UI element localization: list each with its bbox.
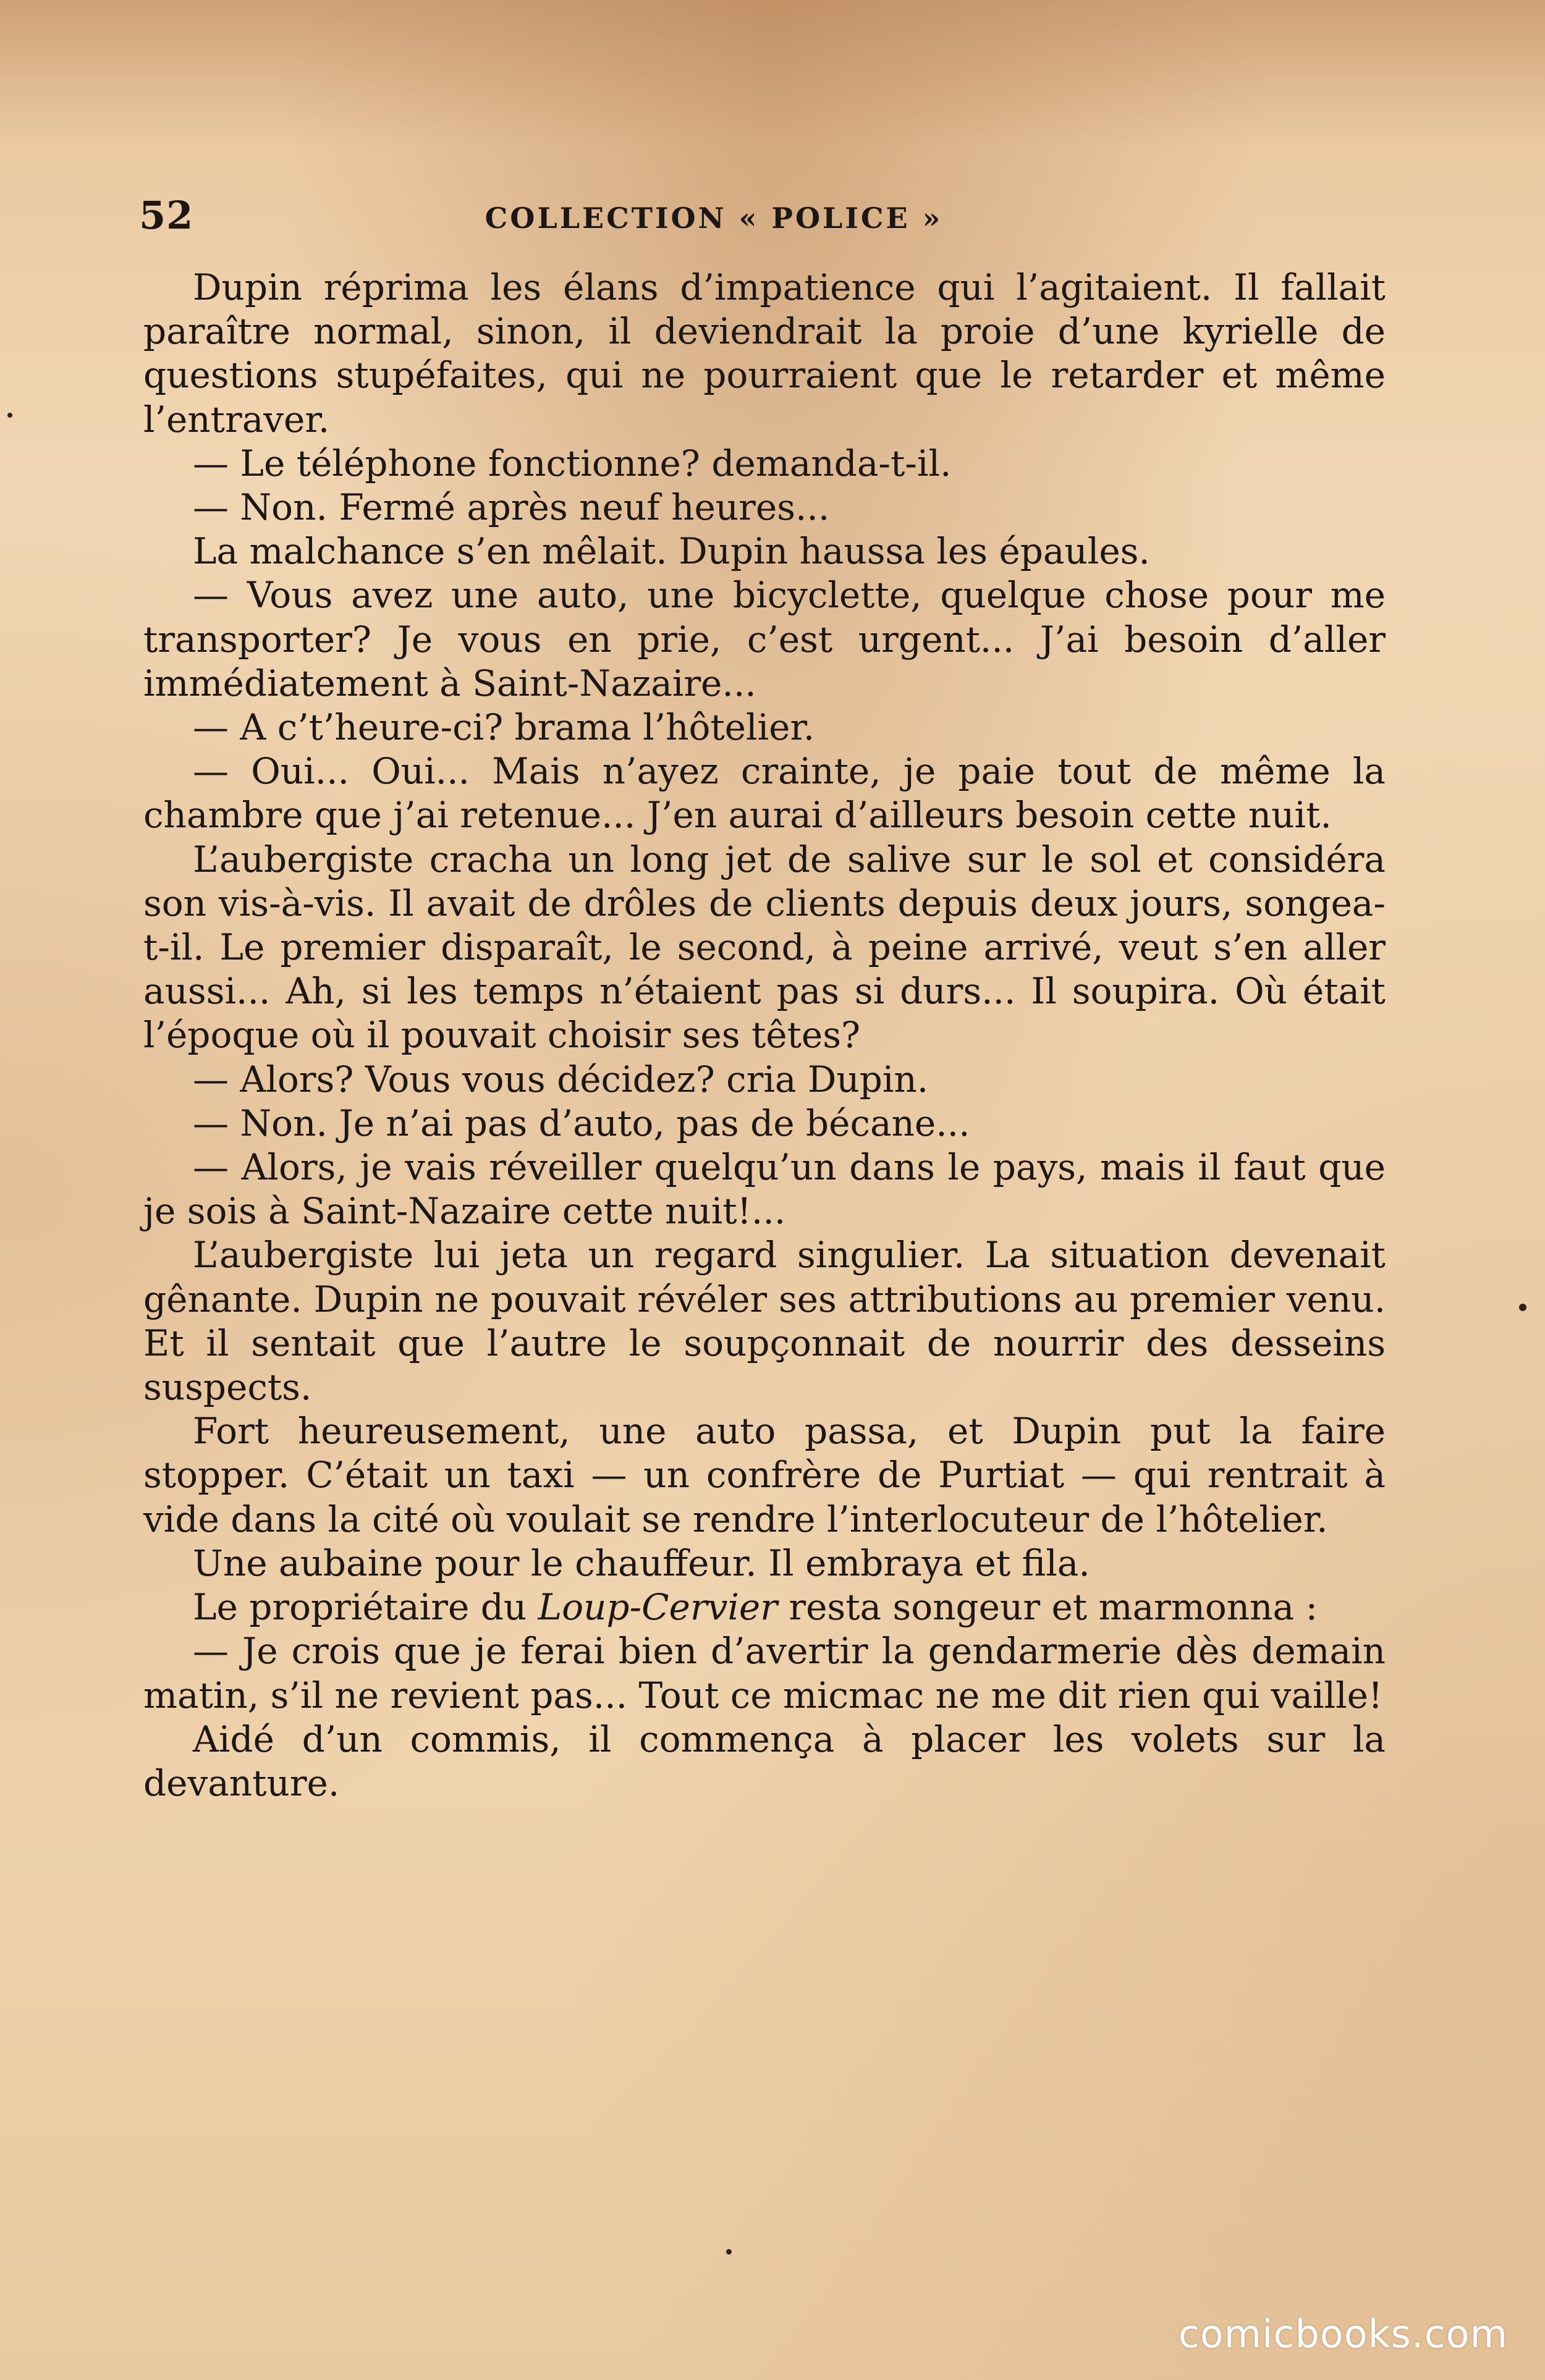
paragraph: Une aubaine pour le chauffeur. Il embraya et fila. [193,1542,1090,1584]
page-stain [0,0,1545,148]
inn-name: Loup-Cervier [538,1586,777,1629]
paragraph: — Oui... Oui... Mais n’ayez crainte, je paie tout de même la chambre que j’ai retenue... J’en aurai d’ailleurs besoin cette nuit. [143,750,1386,837]
paragraph: La malchance s’en mêlait. Dupin haussa les épaules. [193,530,1150,573]
paragraph: — Alors? Vous vous décidez? cria Dupin. [193,1058,929,1100]
ink-speck [7,413,12,418]
page-header [139,193,1387,248]
paragraph: — Vous avez une auto, une bicyclette, quelque chose pour me transporter? Je vous en prie, c’est urgent... J’ai besoin d’aller immédiatement à Saint-Nazaire... [143,574,1386,704]
paragraph: L’aubergiste lui jeta un regard singulier. La situation devenait gênante. Dupin ne pouvait révéler ses attributions au premier venu. Et il sentait que l’autre le soupçonnait de nourrir des desseins suspects. [143,1234,1386,1409]
body-text [143,266,1386,1805]
paragraph: L’aubergiste cracha un long jet de salive sur le sol et considéra son vis-à-vis. Il avait de drôles de clients depuis deux jours, songea-t-il. Le premier disparaît, le second, à peine arrivé, veut s’en aller aussi... Ah, si les temps n’étaient pas si durs... Il soupira. Où était l’époque où il pouvait choisir ses têtes? [143,838,1386,1057]
paragraph-text: Le propriétaire du [193,1586,538,1629]
paragraph: — A c’t’heure-ci? brama l’hôtelier. [193,706,815,749]
ink-speck [1519,1304,1526,1311]
paragraph-text: resta songeur et marmonna : [777,1586,1318,1629]
paragraph-with-title [143,1585,1386,1629]
watermark-logo: comicbooks.com [1178,2311,1508,2357]
paragraph: — Non. Je n’ai pas d’auto, pas de bécane... [193,1102,970,1144]
paragraph: Dupin réprima les élans d’impatience qui l’agitaient. Il fallait paraître normal, sinon, il deviendrait la proie d’une kyrielle de questions stupéfaites, qui ne pourraient que le retarder et même l’entraver. [143,266,1386,441]
paragraph: Aidé d’un commis, il commença à placer les volets sur la devanture. [143,1718,1386,1804]
paragraph: — Non. Fermé après neuf heures... [193,486,830,529]
paragraph: — Je crois que je ferai bien d’avertir la gendarmerie dès demain matin, s’il ne revient pas... Tout ce micmac ne me dit rien qui vaille! [143,1630,1386,1716]
page-number: 52 [139,193,194,238]
running-head: COLLECTION « POLICE » [485,201,943,235]
paragraph: — Le téléphone fonctionne? demanda-t-il. [193,442,952,484]
paragraph: — Alors, je vais réveiller quelqu’un dans le pays, mais il faut que je sois à Saint-Nazaire cette nuit!... [143,1146,1386,1233]
ink-speck [726,2249,732,2255]
paragraph: Fort heureusement, une auto passa, et Dupin put la faire stopper. C’était un taxi — un confrère de Purtiat — qui rentrait à vide dans la cité où voulait se rendre l’interlocuteur de l’hôtelier. [143,1410,1386,1540]
